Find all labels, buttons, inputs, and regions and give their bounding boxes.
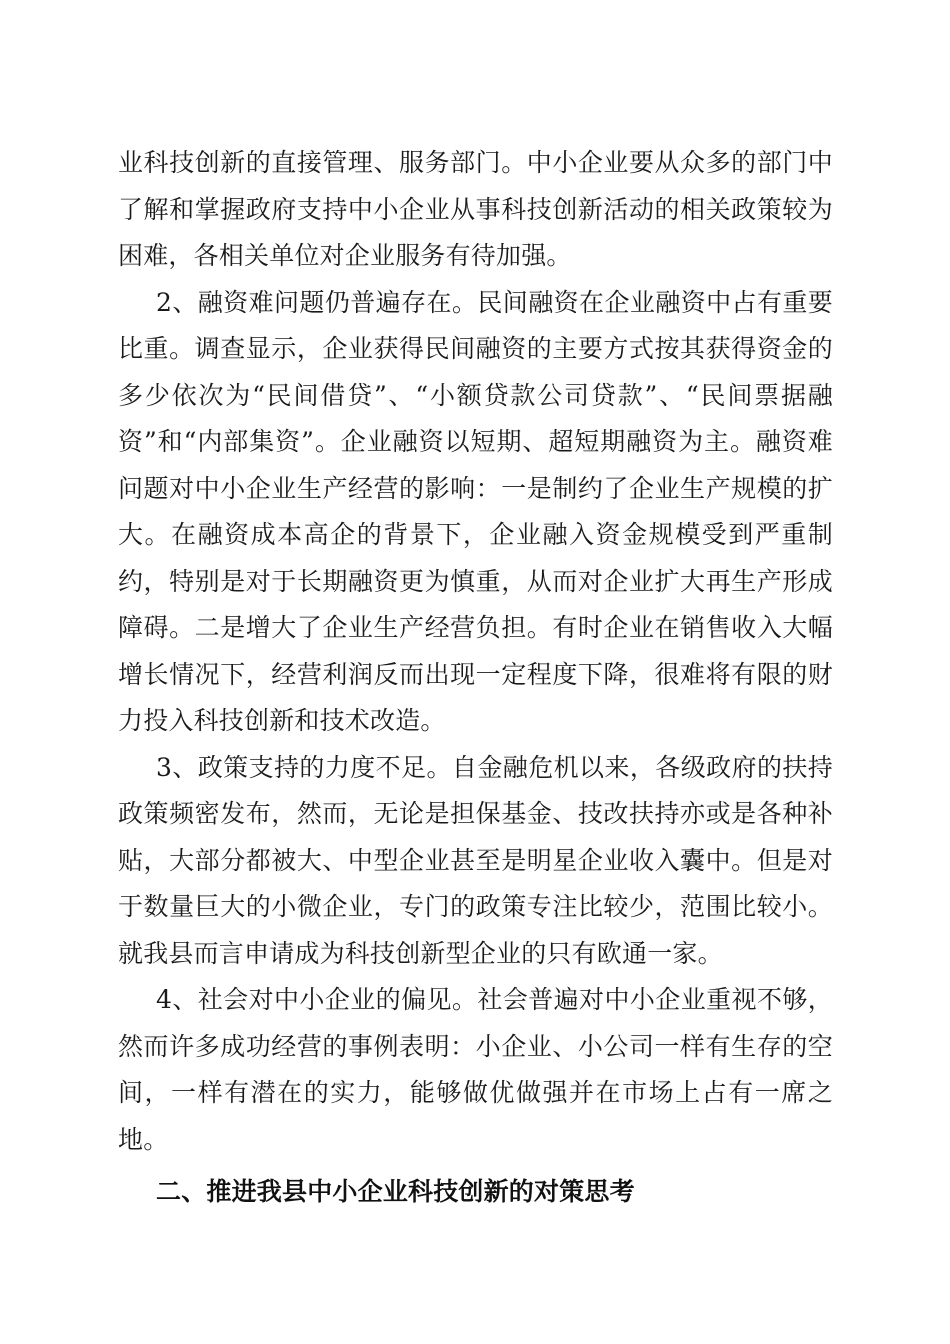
paragraph-continued: 业科技创新的直接管理、服务部门。中小企业要从众多的部门中了解和掌握政府支持中小企业从事科技创新活动的相关政策较为困难，各相关单位对企业服务有待加强。 bbox=[118, 148, 833, 270]
section-heading: 二、推进我县中小企业科技创新的对策思考 bbox=[156, 1177, 635, 1206]
paragraph-financing-difficulty: 2、融资难问题仍普遍存在。民间融资在企业融资中占有重要比重。调查显示，企业获得民间融资的主要方式按其获得资金的多少依次为“民间借贷”、“小额贷款公司贷款”、“民间票据融资”和“内部集资”。企业融资以短期、超短期融资为主。融资难问题对中小企业生产经营的影响：一是制约了企业生产规模的扩大。在融资成本高企的背景下，企业融入资金规模受到严重制约，特别是对于长期融资更为慎重，从而对企业扩大再生产形成障碍。二是增大了企业生产经营负担。有时企业在销售收入大幅增长情况下，经营利润反而出现一定程度下降，很难将有限的财力投入科技创新和技术改造。 bbox=[118, 287, 833, 735]
document-body bbox=[118, 140, 833, 1216]
paragraph-social-bias: 4、社会对中小企业的偏见。社会普遍对中小企业重视不够，然而许多成功经营的事例表明：小企业、小公司一样有生存的空间，一样有潜在的实力，能够做优做强并在市场上占有一席之地。 bbox=[118, 985, 833, 1154]
paragraph-policy-support: 3、政策支持的力度不足。自金融危机以来，各级政府的扶持政策频密发布，然而，无论是担保基金、技改扶持亦或是各种补贴，大部分都被大、中型企业甚至是明星企业收入囊中。但是对于数量巨大的小微企业，专门的政策专注比较少，范围比较小。就我县而言申请成为科技创新型企业的只有欧通一家。 bbox=[118, 752, 833, 968]
